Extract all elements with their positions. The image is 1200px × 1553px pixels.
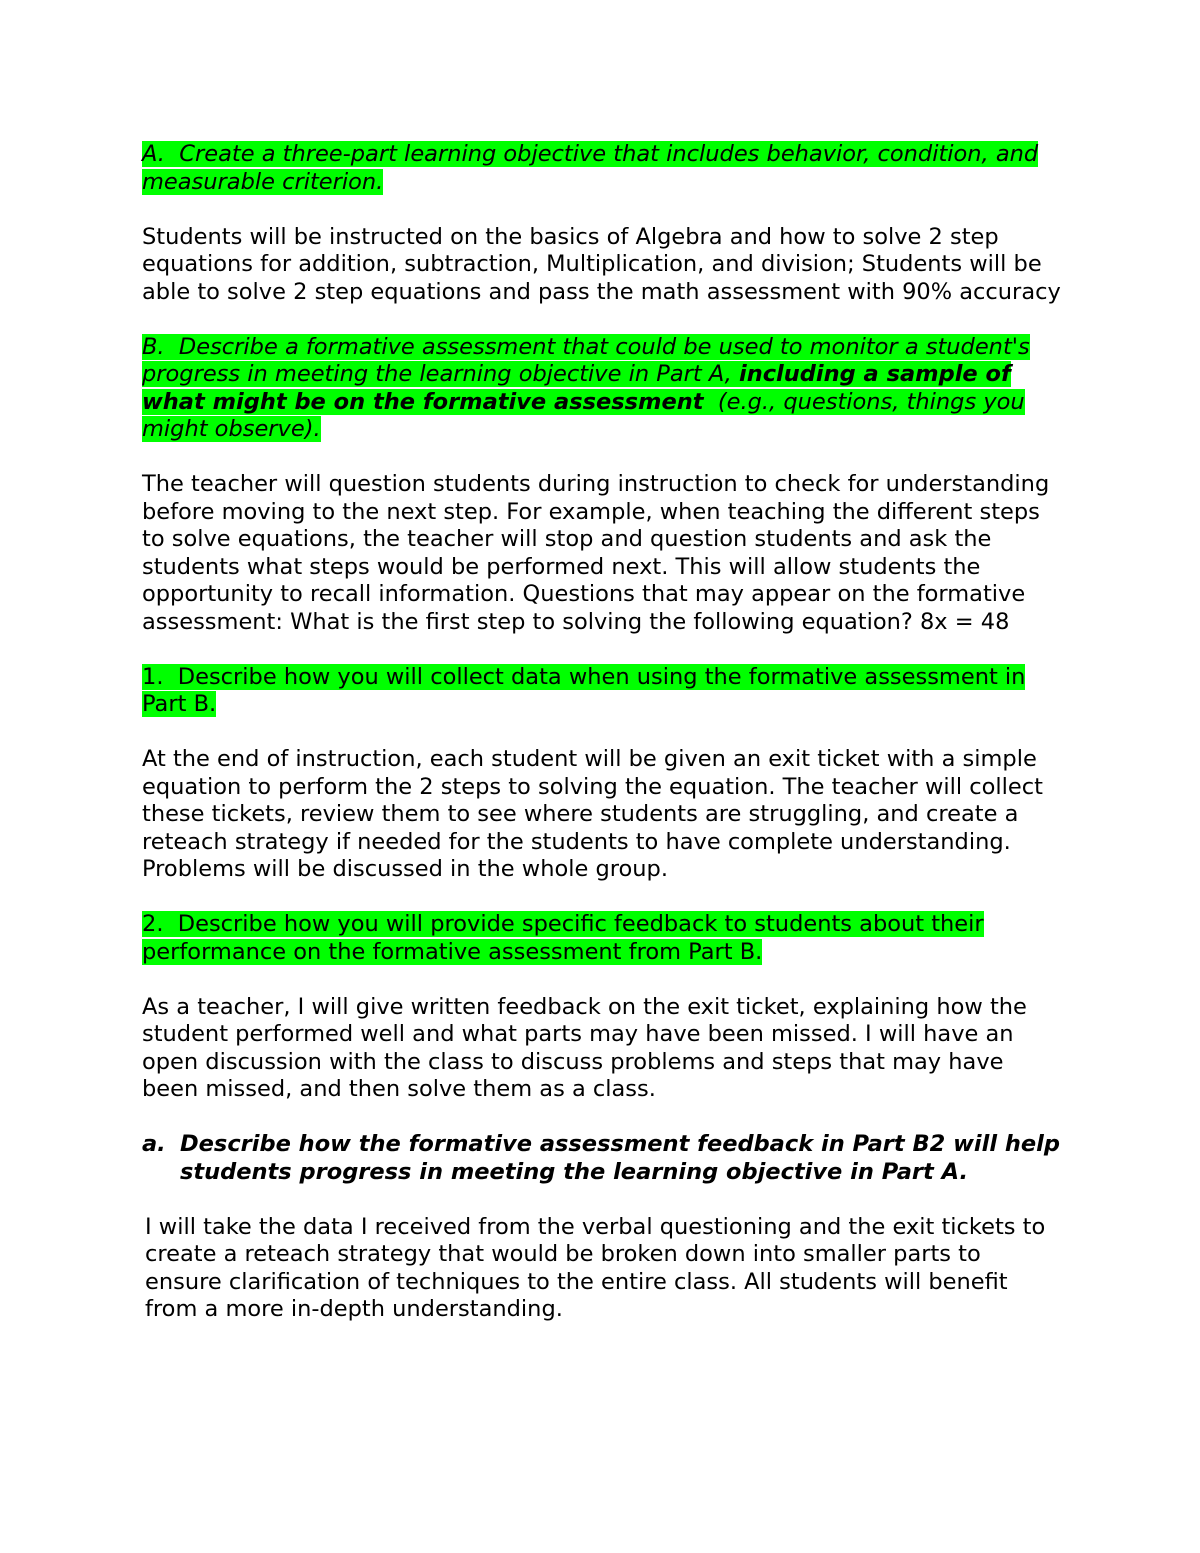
question-2 — [142, 911, 1062, 966]
question-b-label: B. — [142, 333, 165, 360]
question-b-text-part2: (e.g., questions, things you might observe). — [142, 388, 1025, 442]
question-1-highlight — [142, 664, 1025, 718]
question-a-sub — [142, 1131, 1062, 1186]
question-a — [142, 141, 1062, 196]
question-a-highlight — [142, 141, 1038, 195]
question-a-label: A. — [142, 141, 165, 167]
answer-b: The teacher will question students during instruction to check for understanding before moving to the next step. For example, when teaching the different steps to solve equations, the teacher will stop and question students and ask the students what steps would be performed next. This will allow students the opportunity to recall information. Questions that may appear on the formative assessment: What is the first step to solving the following equation? 8x = 48 — [142, 471, 1050, 635]
document-body — [142, 141, 1062, 1351]
answer-1: At the end of instruction, each student will be given an exit ticket with a simple equation to perform the 2 steps to solving the equation. The teacher will collect these tickets, review them to see where students are struggling, and create a reteach strategy if needed for the students to have complete understanding. Problems will be discussed in the whole group. — [142, 746, 1043, 882]
question-2-label: 2. — [142, 911, 164, 937]
question-2-text: Describe how you will provide specific feedback to students about their performance on the formative assessment from Part B. — [142, 911, 984, 965]
question-1-text: Describe how you will collect data when using the formative assessment in Part B. — [142, 663, 1026, 717]
question-b-highlight — [142, 334, 1030, 443]
question-1-label: 1. — [142, 663, 164, 690]
question-1 — [142, 664, 1062, 719]
answer-a: Students will be instructed on the basics of Algebra and how to solve 2 step equations for addition, subtraction, Multiplication, and division; Students will be able to solve 2 step equations and pass the math assessment with 90% accuracy — [142, 223, 1061, 305]
question-b-text-part1: Describe a formative assessment that could be used to monitor a student's progress in meeting the learning objective in Part A, — [142, 333, 1030, 387]
question-a-sub-text: Describe how the formative assessment feedback in Part B2 will help students progress in meeting the learning objective in Part A. — [180, 1131, 1060, 1185]
question-b — [142, 334, 1062, 444]
answer-2: As a teacher, I will give written feedback on the exit ticket, explaining how the student performed well and what parts may have been missed. I will have an open discussion with the class to discuss problems and steps that may have been missed, and then solve them as a class. — [142, 993, 1027, 1102]
question-a-text: Create a three-part learning objective that includes behavior, condition, and measurable criterion. — [142, 141, 1039, 195]
question-b-text-bold: including a sample of what might be on the formative assessment — [142, 361, 1011, 415]
question-a-sub-label: a. — [142, 1131, 166, 1157]
question-2-highlight — [142, 911, 984, 965]
answer-a-sub: I will take the data I received from the verbal questioning and the exit tickets to create a reteach strategy that would be broken down into smaller parts to ensure clarification of techniques to the entire class. All students will benefit from a more in-depth understanding. — [145, 1213, 1046, 1322]
